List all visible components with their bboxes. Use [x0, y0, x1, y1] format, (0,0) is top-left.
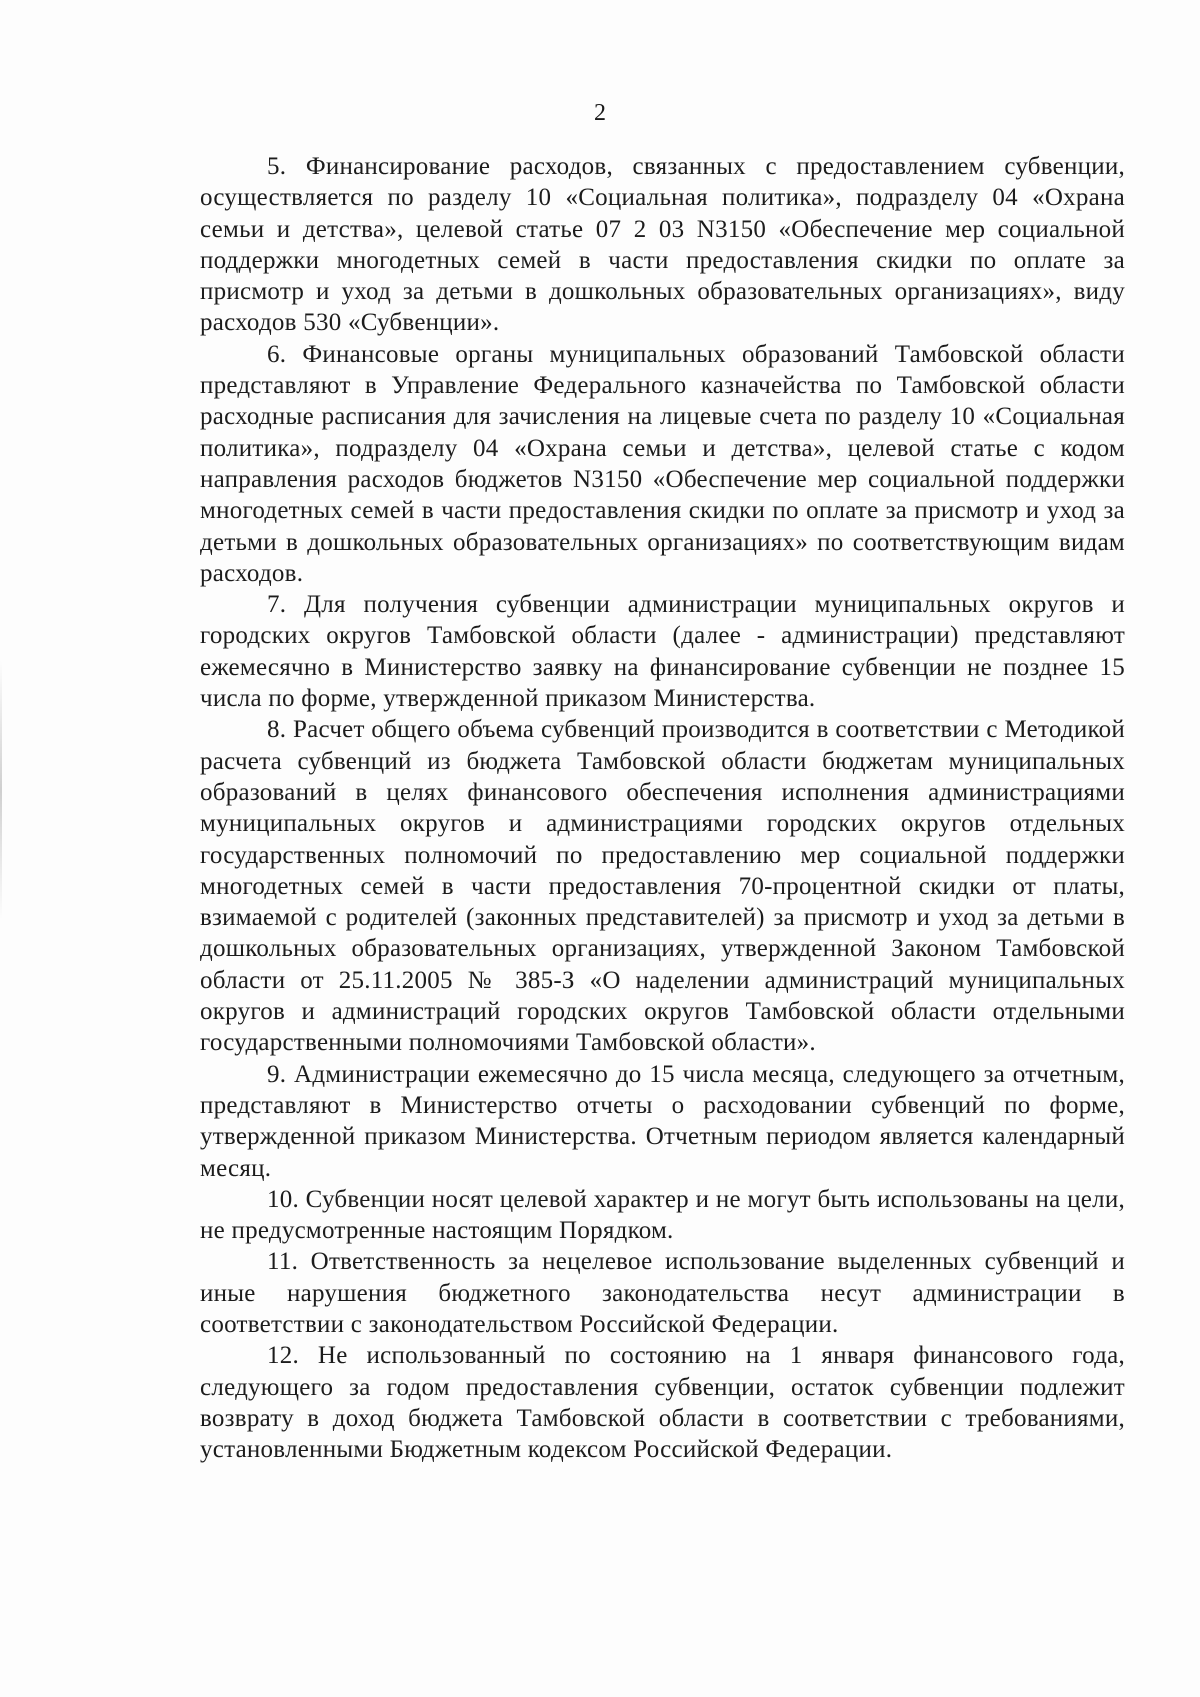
page-number: 2: [594, 100, 606, 126]
paragraph-6: 6. Финансовые органы муниципальных образований Тамбовской области представляют в Управление Федерального казначейства по Тамбовской области расходные расписания для зачисления на лицевые счета по разделу 10 «Социальная политика», подразделу 04 «Охрана семьи и детства», целевой статье с кодом направления расходов бюджетов N3150 «Обеспечение мер социальной поддержки многодетных семей в части предоставления скидки по оплате за присмотр и уход за детьми в дошкольных образовательных организациях» по соответствующим видам расходов.: [200, 340, 1125, 587]
paragraph-7: 7. Для получения субвенции администрации муниципальных округов и городских округов Тамбовской области (далее - администрации) представляют ежемесячно в Министерство заявку на финансирование субвенции не позднее 15 числа по форме, утвержденной приказом Министерства.: [200, 591, 1125, 713]
paragraph-5: 5. Финансирование расходов, связанных с предоставлением субвенции, осуществляется по разделу 10 «Социальная политика», подразделу 04 «Охрана семьи и детства», целевой статье 07 2 03 N3150 «Обеспечение мер социальной поддержки многодетных семей в части предоставления скидки по оплате за присмотр и уход за детьми в дошкольных образовательных организациях», виду расходов 530 «Субвенции».: [200, 153, 1125, 337]
scan-edge-mark: [0, 660, 2, 920]
paragraph-10: 10. Субвенции носят целевой характер и не могут быть использованы на цели, не предусмотренные настоящим Порядком.: [200, 1185, 1125, 1245]
paragraph-8: 8. Расчет общего объема субвенций производится в соответствии с Методикой расчета субвенций из бюджета Тамбовской области бюджетам муниципальных образований в целях финансового обеспечения исполнения администрациями муниципальных округов и администрациями городских округов отдельных государственных полномочий по предоставлению мер социальной поддержки многодетных семей в части предоставления 70-процентной скидки от платы, взимаемой с родителей (законных представителей) за присмотр и уход за детьми в дошкольных образовательных организациях, утвержденной Законом Тамбовской области от 25.11.2005 № 385-З «О наделении администраций муниципальных округов и администраций городских округов Тамбовской области отдельными государственными полномочиями Тамбовской области».: [200, 716, 1125, 1057]
paragraph-9: 9. Администрации ежемесячно до 15 числа месяца, следующего за отчетным, представляют в Министерство отчеты о расходовании субвенций по форме, утвержденной приказом Министерства. Отчетным периодом является календарный месяц.: [200, 1060, 1125, 1182]
paragraph-11: 11. Ответственность за нецелевое использование выделенных субвенций и иные нарушения бюджетного законодательства несут администрации в соответствии с законодательством Российской Федерации.: [200, 1248, 1125, 1338]
paragraph-12: 12. Не использованный по состоянию на 1 января финансового года, следующего за годом предоставления субвенции, остаток субвенции подлежит возврату в доход бюджета Тамбовской области в соответствии с требованиями, установленными Бюджетным кодексом Российской Федерации.: [200, 1342, 1125, 1464]
document-body: [200, 151, 1125, 1465]
